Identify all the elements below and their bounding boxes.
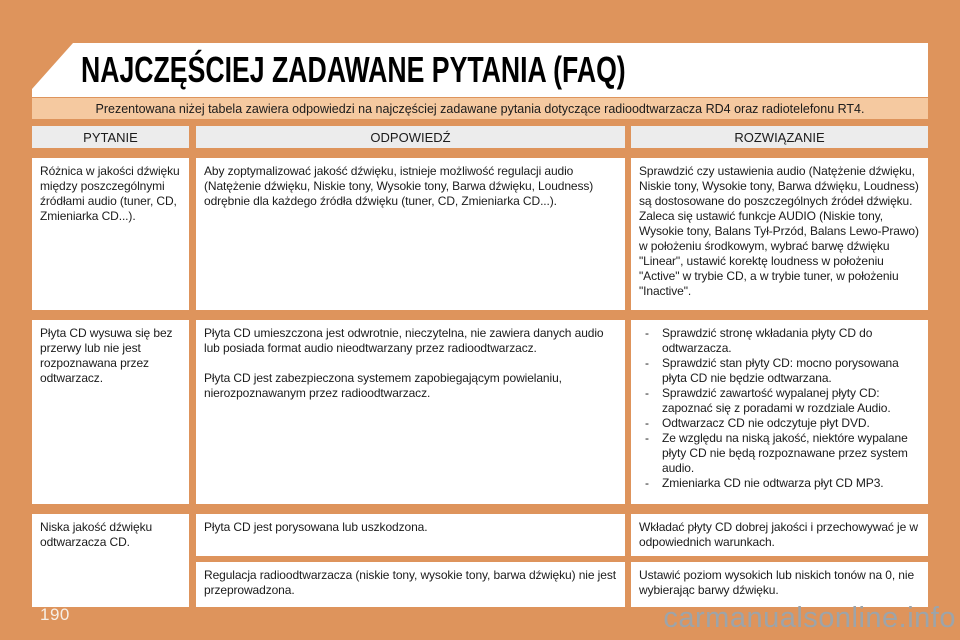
- solution-list: [639, 326, 920, 491]
- question-cell-row3: [32, 514, 189, 607]
- question-cell-row1: [32, 158, 189, 310]
- intro-text-band: [32, 98, 928, 119]
- question-cell-row2: [32, 320, 189, 504]
- solution-list-item: - Zmieniarka CD nie odtwarza płyt CD MP3.: [645, 476, 884, 490]
- dash-bullet: -: [645, 416, 649, 430]
- column-header-solution: ROZWIĄZANIE: [631, 126, 928, 148]
- column-header-answer: ODPOWIEDŹ: [196, 126, 625, 148]
- answer-text: Płyta CD jest porysowana lub uszkodzona.: [204, 520, 428, 534]
- question-text: Płyta CD wysuwa się bez przerwy lub nie jest rozpoznawana przez odtwarzacz.: [40, 326, 173, 385]
- dash-bullet: -: [645, 326, 649, 340]
- solution-list-item: - Odtwarzacz CD nie odczytuje płyt DVD.: [645, 416, 870, 430]
- dash-bullet: -: [645, 476, 649, 490]
- solution-list-item: - Sprawdzić stan płyty CD: mocno porysowana płyta CD nie będzie odtwarzana.: [645, 356, 899, 385]
- intro-text: Prezentowana niżej tabela zawiera odpowiedzi na najczęściej zadawane pytania dotyczące radioodtwarzacza RD4 oraz radiotelefonu RT4.: [95, 101, 865, 116]
- dash-bullet: -: [645, 431, 649, 445]
- dash-bullet: -: [645, 386, 649, 400]
- solution-cell-row2: [631, 320, 928, 504]
- answer-paragraph-2: Płyta CD jest zabezpieczona systemem zapobiegającym powielaniu, nierozpoznawanym przez radioodtwarzacz.: [204, 371, 562, 400]
- page-title-band: [32, 43, 928, 97]
- answer-paragraph-1: Płyta CD umieszczona jest odwrotnie, nieczytelna, nie zawiera danych audio lub posiada format audio nieodtwarzany przez radioodtwarzacz.: [204, 326, 604, 355]
- diagonal-corner-decoration: [32, 43, 73, 89]
- solution-list-item: - Sprawdzić stronę wkładania płyty CD do odtwarzacza.: [645, 326, 873, 355]
- question-text: Różnica w jakości dźwięku między poszczególnymi źródłami audio (tuner, CD, Zmieniarka CD...).: [40, 164, 180, 223]
- answer-cell-row3a: [196, 514, 625, 556]
- solution-cell-row3a: [631, 514, 928, 556]
- answer-cell-row2: [196, 320, 625, 504]
- solution-cell-row1: [631, 158, 928, 310]
- answer-cell-row1: [196, 158, 625, 310]
- answer-text: Aby zoptymalizować jakość dźwięku, istnieje możliwość regulacji audio (Natężenie dźwięku, Niskie tony, Wysokie tony, Barwa dźwięku, Loudness) odrębnie dla każdego źródła dźwięku (tuner, CD, Zmieniarka CD...).: [204, 164, 594, 208]
- page-title: NAJCZĘŚCIEJ ZADAWANE PYTANIA (FAQ): [81, 49, 626, 90]
- solution-text: Sprawdzić czy ustawienia audio (Natężenie dźwięku, Niskie tony, Wysokie tony, Barwa dźwięku, Loudness) są dostosowane do poszczególnych źródeł dźwięku. Zaleca się ustawić funkcje AUDIO (Niskie tony, Wysokie tony, Balans Tył-Przód, Balans Lewo-Prawo) w położeniu środkowym, wybrać barwę dźwięku "Linear", ustawić korektę loudness w położeniu "Active" w trybie CD, a w trybie tuner, w położeniu "Inactive".: [639, 164, 919, 298]
- dash-bullet: -: [645, 356, 649, 370]
- answer-cell-row3b: [196, 562, 625, 607]
- watermark: carmanualsonline.info: [663, 602, 956, 634]
- solution-list-item: - Sprawdzić zawartość wypalanej płyty CD: zapoznać się z poradami w rozdziale Audio.: [645, 386, 891, 415]
- solution-text: Wkładać płyty CD dobrej jakości i przechowywać je w odpowiednich warunkach.: [639, 520, 918, 549]
- solution-cell-row3b: [631, 562, 928, 607]
- answer-text: Regulacja radioodtwarzacza (niskie tony, wysokie tony, barwa dźwięku) nie jest przeprowadzona.: [204, 568, 616, 597]
- column-header-question: PYTANIE: [32, 126, 189, 148]
- solution-text: Ustawić poziom wysokich lub niskich tonów na 0, nie wybierając barwy dźwięku.: [639, 568, 915, 597]
- question-text: Niska jakość dźwięku odtwarzacza CD.: [40, 520, 153, 549]
- solution-list-item: - Ze względu na niską jakość, niektóre wypalane płyty CD nie będą rozpoznawane przez system audio.: [645, 431, 908, 475]
- page-number: 190: [40, 605, 70, 624]
